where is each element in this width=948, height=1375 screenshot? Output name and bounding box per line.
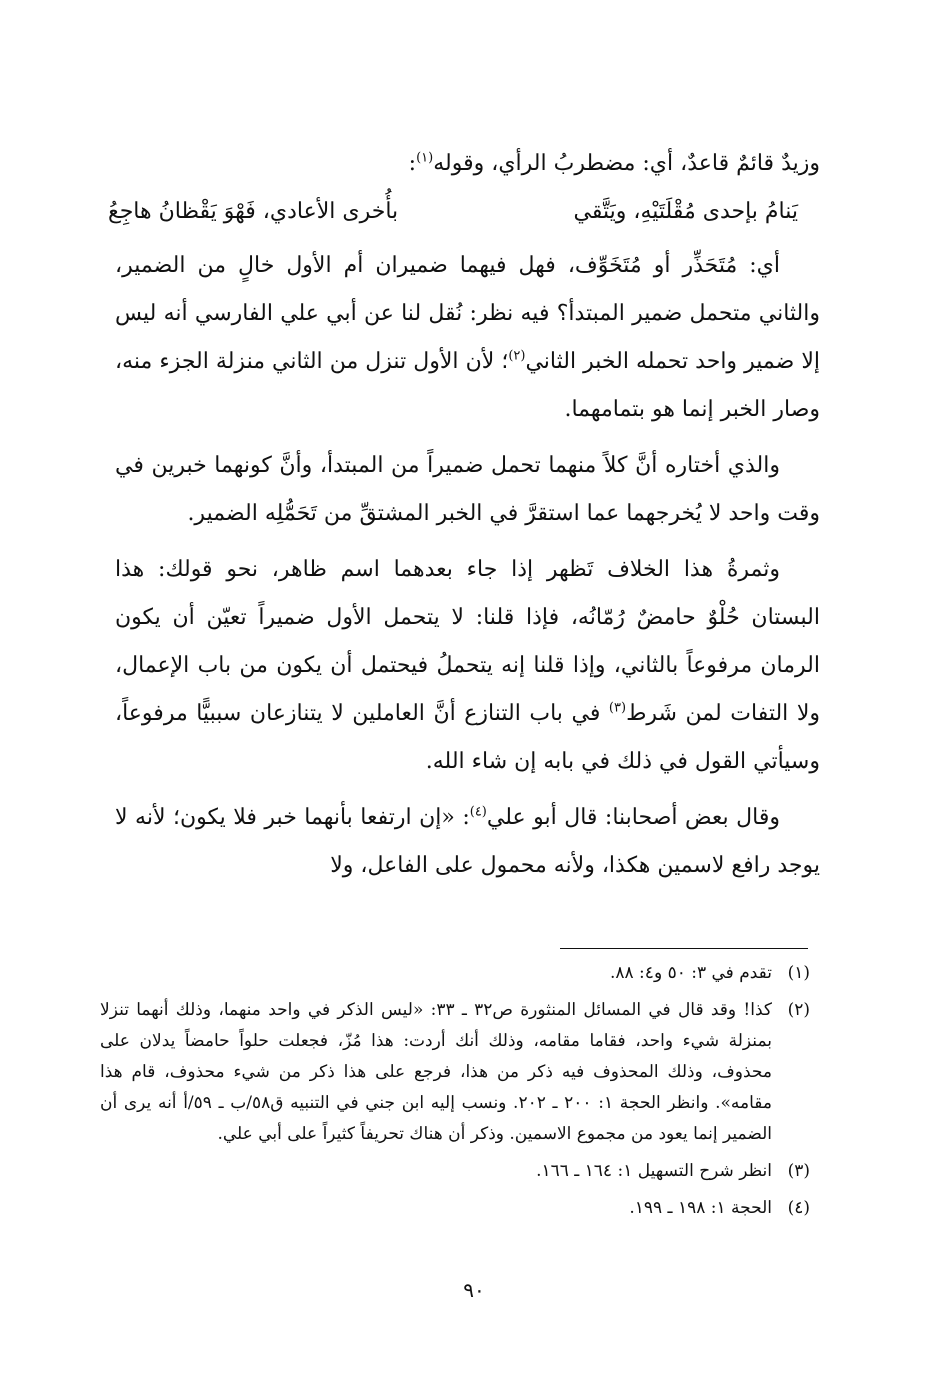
paragraph-2 [115, 242, 820, 434]
paragraph-5 [115, 794, 820, 890]
verse-first-hemistich: يَنامُ بإحدى مُقْلَتَيْهِ، ويَتَّقي [573, 199, 798, 224]
p5-end: : «إن ارتفعا بأنهما خبر فلا يكون؛ لأنه لا يوجد رافع لاسمين هكذا، ولأنه محمول على الفاعل، ولا [115, 805, 820, 878]
p2-end: ؛ لأن الأول تنزل من الثاني منزلة الجزء منه، وصار الخبر إنما هو بتمامهما. [115, 349, 820, 422]
p5-text: وقال بعض أصحابنا: قال أبو علي [486, 805, 780, 830]
p1-end: : [408, 151, 417, 176]
footnote-text: انظر شرح التسهيل ١: ١٦٤ ـ ١٦٦. [536, 1161, 772, 1181]
p4-end: في باب التنازع أنَّ العاملين لا يتنازعان سببيًّا مرفوعاً، وسيأتي القول في ذلك في بابه إن شاء الله. [115, 701, 820, 774]
footnote-ref-2[interactable]: (٢) [508, 348, 526, 364]
footnote-number: (٤) [787, 1198, 810, 1218]
p2-text: أي: مُتَحَذِّر أو مُتَخَوِّف، فهل فيهما ضميران أم الأول خالٍ من الضمير، والثاني متحمل ضمير المبتدأ؟ فيه نظر: نُقل لنا عن أبي علي الفارسي أنه ليس إلا ضمير واحد تحمله الخبر الثاني [115, 253, 820, 374]
footnote [100, 958, 810, 989]
page-number: ٩٠ [463, 1278, 485, 1302]
footnote-ref-4[interactable]: (٤) [469, 804, 487, 820]
footnote-text: كذا! وقد قال في المسائل المنثورة ص٣٢ ـ ٣٣: «ليس الذكر في واحد منهما، وذلك أنهما تنزلا بمنزلة شيء واحد، فقاما مقامه، وذلك أنك أردت: هذا مُزّ، فجعلت حلواً حامضاً يدلان على محذوف، وذلك المحذوف فيه ذكر من هذا، فرجع على هذا ذكر من شيء محذوف، قام هذا مقامه». وانظر الحجة ١: ٢٠٠ ـ ٢٠٢. ونسب إليه ابن جني في التنبيه ق٥٨/ب ـ ٥٩/أ أنه يرى أن الضمير إنما يعود من مجموع الاسمين. وذكر أن هناك تحريفاً كثيراً على أبي علي. [100, 1000, 772, 1144]
footnote-number: (٣) [787, 1161, 810, 1181]
footnote-ref-3[interactable]: (٣) [608, 700, 627, 716]
footnote-separator [560, 948, 808, 949]
paragraph-1 [115, 140, 820, 188]
paragraph-3: والذي أختاره أنَّ كلاً منهما تحمل ضميراً من المبتدأ، وأنَّ كونهما خبرين في وقت واحد لا يُخرجهما عما استقرَّ في الخبر المشتقِّ من تَحَمُّلِه الضمير. [115, 453, 820, 526]
footnote [100, 1193, 810, 1224]
footnote-text: الحجة ١: ١٩٨ ـ ١٩٩. [629, 1198, 772, 1218]
footnotes [100, 958, 810, 1230]
verse-second-hemistich: بأُخرى الأعادي، فَهْوَ يَقْظانُ هاجِعُ [108, 199, 399, 224]
footnote-text: تقدم في ٣: ٥٠ و٤: ٨٨. [609, 963, 772, 983]
footnote-ref-1[interactable]: (١) [416, 150, 434, 166]
footnote [100, 1156, 810, 1187]
footnote-number: (٢) [787, 1000, 810, 1020]
paragraph-4 [115, 546, 820, 786]
main-text [108, 140, 821, 890]
footnote [100, 995, 810, 1150]
footnote-number: (١) [787, 963, 810, 983]
p1-text: وزيدٌ قائمٌ قاعدٌ، أي: مضطربُ الرأي، وقوله [433, 151, 820, 176]
p4-text: وثمرةُ هذا الخلاف تَظهر إذا جاء بعدهما اسم ظاهر، نحو قولك: هذا البستان حُلْوٌ حامضٌ رُمّانُه، فإذا قلنا: لا يتحمل الأول ضميراً تعيّن أن يكون الرمان مرفوعاً بالثاني، وإذا قلنا إنه يتحملُ فيحتمل أن يكون من باب الإعمال، ولا التفات لمن شَرط [115, 557, 821, 726]
verse [108, 188, 798, 236]
